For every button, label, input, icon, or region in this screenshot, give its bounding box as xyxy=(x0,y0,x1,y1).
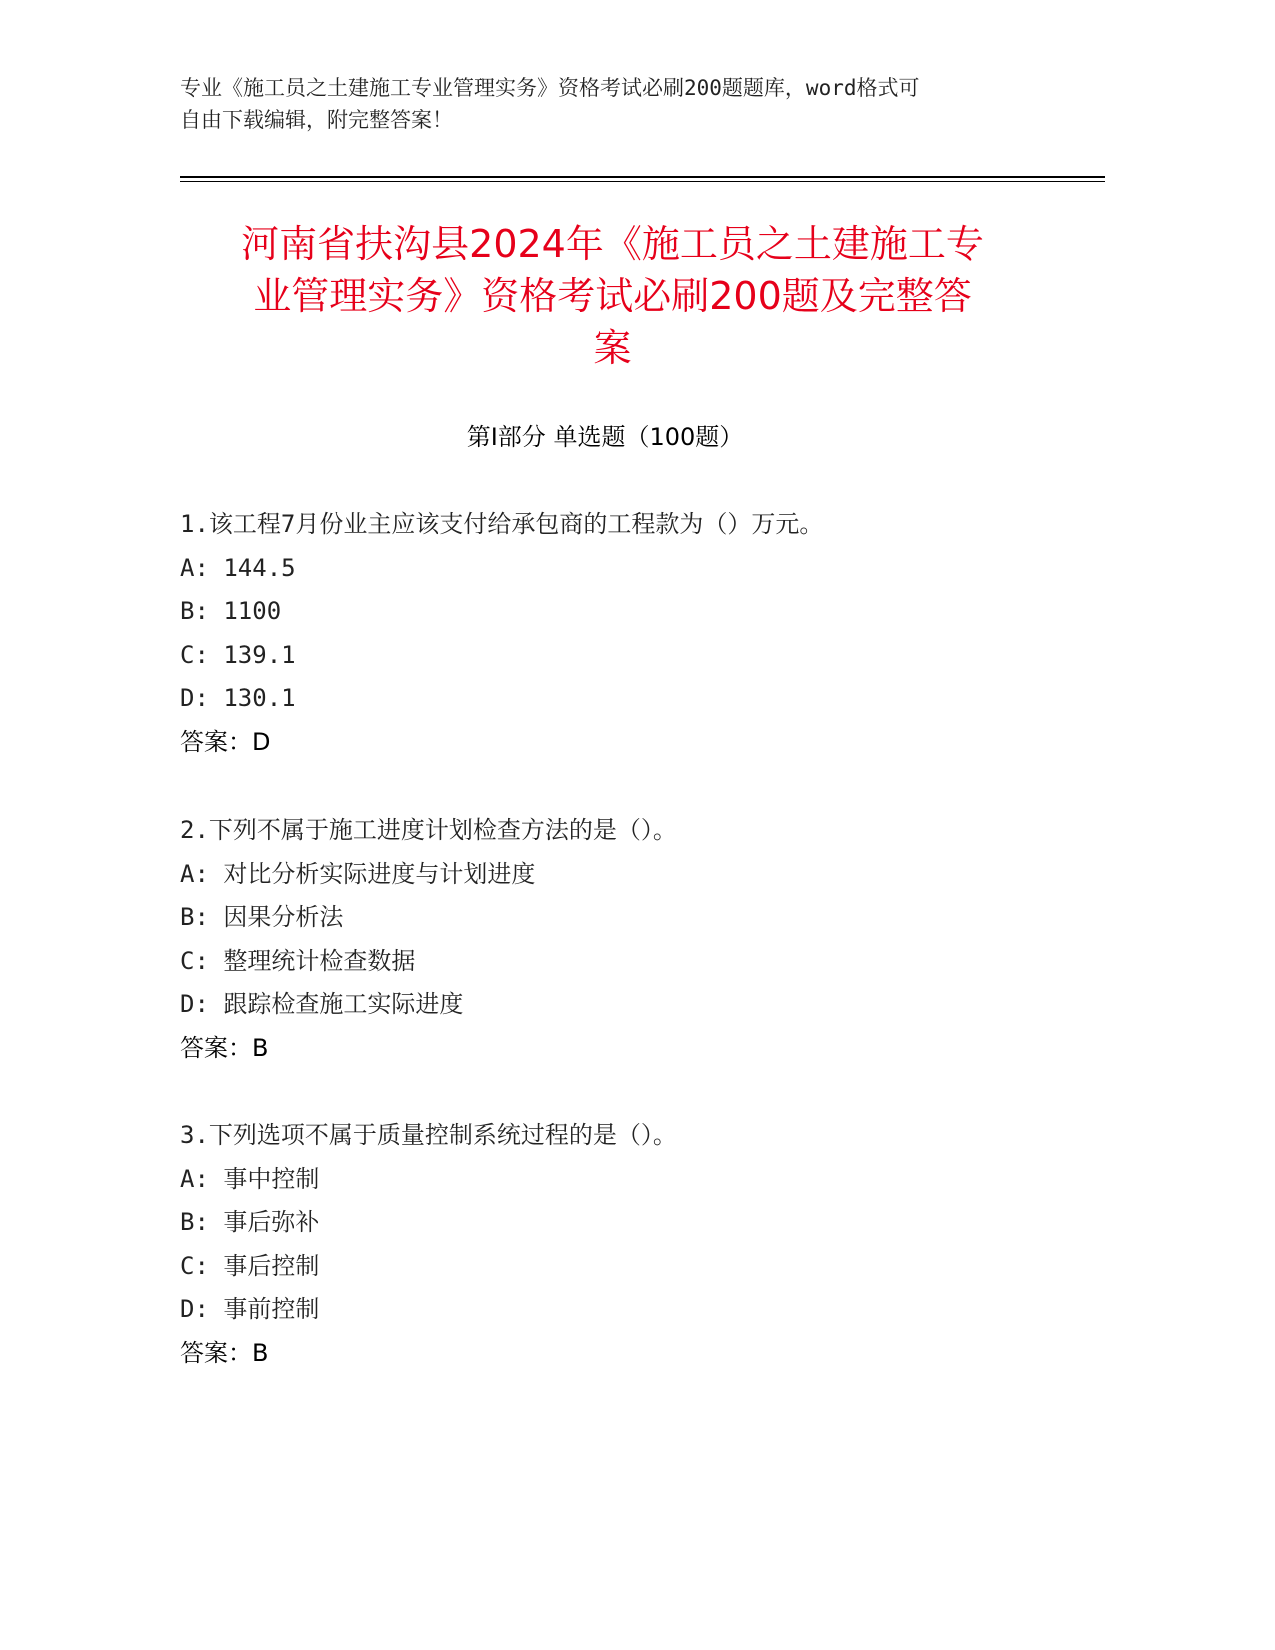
question-stem: 3.下列选项不属于质量控制系统过程的是（）。 xyxy=(180,1121,677,1149)
header-divider-thick xyxy=(180,176,1105,178)
question-2 xyxy=(180,809,1080,1070)
option-b: B: 因果分析法 xyxy=(180,903,344,931)
document-title-line-1: 河南省扶沟县2024年《施工员之土建施工专 xyxy=(241,222,984,266)
option-c: C: 整理统计检查数据 xyxy=(180,946,416,975)
option-d: D: 130.1 xyxy=(180,684,296,712)
question-3 xyxy=(180,1114,1080,1375)
answer: 答案：B xyxy=(180,1033,269,1062)
option-b: B: 事后弥补 xyxy=(180,1208,320,1236)
option-d: D: 跟踪检查施工实际进度 xyxy=(180,990,464,1018)
option-b: B: 1100 xyxy=(180,597,282,625)
document-title xyxy=(175,218,1050,374)
header-note-line-2: 自由下载编辑，附完整答案！ xyxy=(180,108,453,132)
option-c: C: 139.1 xyxy=(180,640,296,669)
question-stem: 1.该工程7月份业主应该支付给承包商的工程款为（）万元。 xyxy=(180,510,824,538)
document-title-line-3: 案 xyxy=(593,326,632,370)
section-title: 第Ⅰ部分 单选题（100题） xyxy=(466,423,744,451)
option-d: D: 事前控制 xyxy=(180,1295,320,1323)
option-a: A: 144.5 xyxy=(180,553,296,582)
header-note-line-1: 专业《施工员之土建施工专业管理实务》资格考试必刷200题题库，word格式可 xyxy=(180,76,920,100)
option-a: A: 事中控制 xyxy=(180,1164,320,1193)
answer: 答案：D xyxy=(180,727,271,756)
question-stem: 2.下列不属于施工进度计划检查方法的是（）。 xyxy=(180,816,677,844)
document-title-line-2: 业管理实务》资格考试必刷200题及完整答 xyxy=(253,274,972,318)
header-note xyxy=(180,72,1080,136)
answer: 答案：B xyxy=(180,1338,269,1367)
header-divider-thin xyxy=(180,181,1105,182)
question-1 xyxy=(180,503,1080,764)
option-c: C: 事后控制 xyxy=(180,1251,320,1280)
option-a: A: 对比分析实际进度与计划进度 xyxy=(180,859,536,888)
